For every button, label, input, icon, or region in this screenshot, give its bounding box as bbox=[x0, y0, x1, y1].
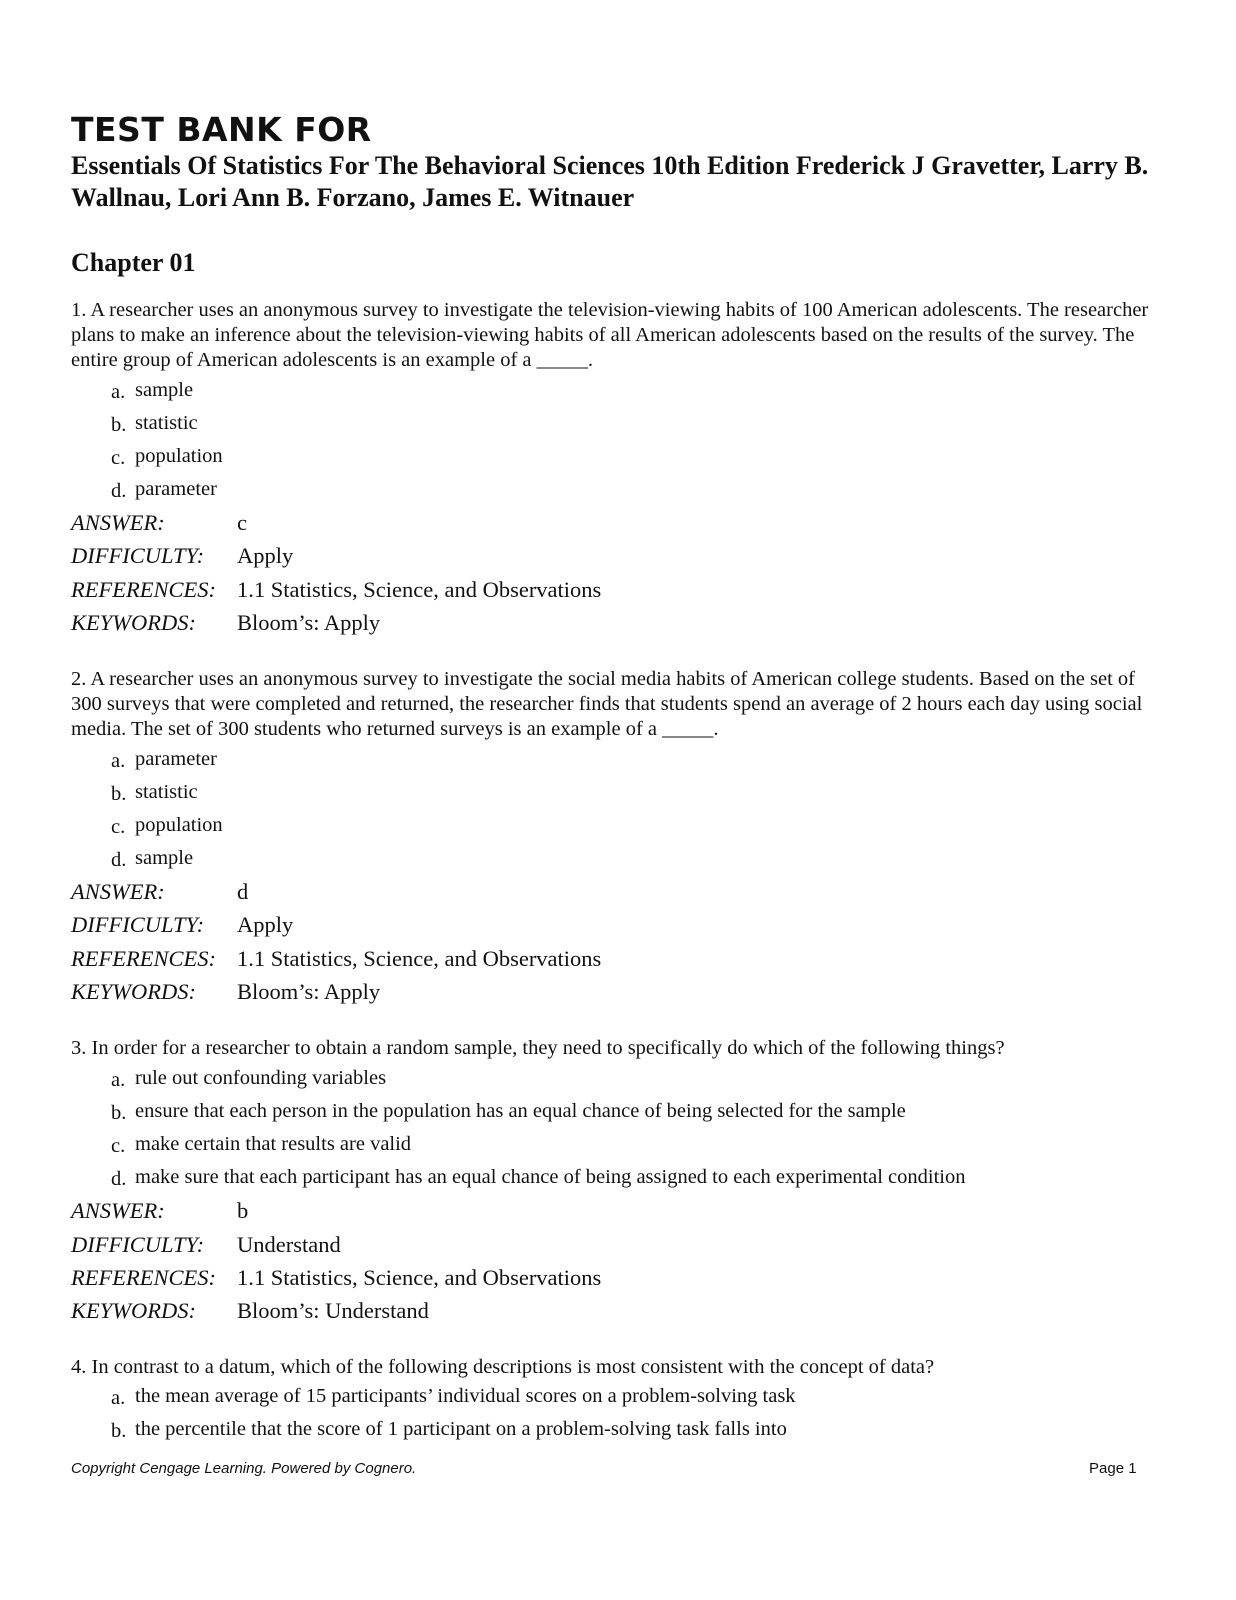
choice-text: sample bbox=[135, 379, 194, 401]
references-label: REFERENCES: bbox=[71, 577, 216, 602]
choice-letter: a. bbox=[111, 1069, 126, 1091]
page-number: Page 1 bbox=[1089, 1460, 1137, 1477]
question-1-choice-b bbox=[111, 411, 198, 436]
choice-letter: d. bbox=[111, 849, 127, 871]
difficulty-label: DIFFICULTY: bbox=[71, 912, 205, 937]
choice-text: rule out confounding variables bbox=[135, 1067, 387, 1089]
question-2-references: 1.1 Statistics, Science, and Observations bbox=[237, 946, 602, 971]
question-3-text: 3. In order for a researcher to obtain a random sample, they need to specifically do which of the following things? bbox=[71, 1037, 1005, 1059]
choice-letter: d. bbox=[111, 480, 127, 502]
choice-letter: a. bbox=[111, 381, 126, 403]
question-3-choice-d bbox=[111, 1165, 965, 1190]
test-bank-banner: TEST BANK FOR bbox=[71, 110, 372, 149]
question-1-answer: c bbox=[237, 510, 247, 535]
keywords-label: KEYWORDS: bbox=[71, 979, 196, 1004]
choice-letter: c. bbox=[111, 816, 126, 838]
question-4-choice-b bbox=[111, 1417, 787, 1442]
question-1-choice-c bbox=[111, 444, 223, 469]
question-3-choice-b bbox=[111, 1099, 906, 1124]
question-2-text: 2. A researcher uses an anonymous survey to investigate the social media habits of American college students. Based on the set of 300 surveys that were completed and returned, the researcher finds that students spend an average of 2 hours each day using social media. The set of 300 students who returned surveys is an example of a _____. bbox=[71, 668, 1143, 740]
keywords-label: KEYWORDS: bbox=[71, 610, 196, 635]
question-1-keywords: Bloom’s: Apply bbox=[237, 610, 381, 635]
choice-text: population bbox=[135, 445, 223, 467]
question-1-choice-d bbox=[111, 477, 217, 502]
book-title: Essentials Of Statistics For The Behavioral Sciences 10th Edition Frederick J Gravetter, Larry B. Wallnau, Lori Ann B. Forzano, James E. Witnauer bbox=[71, 151, 1149, 212]
choice-text: statistic bbox=[135, 781, 198, 803]
question-2-choice-c bbox=[111, 813, 223, 838]
choice-letter: b. bbox=[111, 414, 127, 436]
question-1-text: 1. A researcher uses an anonymous survey to investigate the television-viewing habits of 100 American adolescents. The researcher plans to make an inference about the television-viewing habits of all American adolescents based on the results of the survey. The entire group of American adolescents is an example of a _____. bbox=[71, 299, 1149, 371]
question-3-choice-a bbox=[111, 1066, 386, 1091]
question-4-text: 4. In contrast to a datum, which of the following descriptions is most consistent with the concept of data? bbox=[71, 1356, 935, 1378]
choice-letter: c. bbox=[111, 447, 126, 469]
answer-label: ANSWER: bbox=[71, 510, 165, 535]
choice-text: population bbox=[135, 814, 223, 836]
choice-text: statistic bbox=[135, 412, 198, 434]
choice-letter: c. bbox=[111, 1135, 126, 1157]
question-3-references: 1.1 Statistics, Science, and Observations bbox=[237, 1265, 602, 1290]
choice-text: make certain that results are valid bbox=[135, 1133, 412, 1155]
chapter-heading: Chapter 01 bbox=[71, 248, 196, 277]
question-3-answer: b bbox=[237, 1198, 249, 1223]
answer-label: ANSWER: bbox=[71, 1198, 165, 1223]
answer-label: ANSWER: bbox=[71, 879, 165, 904]
question-2-keywords: Bloom’s: Apply bbox=[237, 979, 381, 1004]
choice-letter: b. bbox=[111, 1420, 127, 1442]
choice-letter: b. bbox=[111, 1102, 127, 1124]
difficulty-label: DIFFICULTY: bbox=[71, 1232, 205, 1257]
choice-text: the mean average of 15 participants’ individual scores on a problem-solving task bbox=[135, 1385, 796, 1407]
question-1-difficulty: Apply bbox=[237, 543, 294, 568]
question-3-difficulty: Understand bbox=[237, 1232, 341, 1257]
choice-letter: d. bbox=[111, 1168, 127, 1190]
question-1-references: 1.1 Statistics, Science, and Observations bbox=[237, 577, 602, 602]
choice-text: ensure that each person in the population has an equal chance of being selected for the sample bbox=[135, 1100, 906, 1122]
references-label: REFERENCES: bbox=[71, 946, 216, 971]
question-4-choice-a bbox=[111, 1384, 796, 1409]
choice-text: parameter bbox=[135, 478, 217, 500]
question-3-choice-c bbox=[111, 1132, 411, 1157]
question-2-choice-b bbox=[111, 780, 198, 805]
question-2-answer: d bbox=[237, 879, 249, 904]
choice-text: parameter bbox=[135, 748, 217, 770]
choice-text: make sure that each participant has an equal chance of being assigned to each experimental condition bbox=[135, 1166, 966, 1188]
question-2-difficulty: Apply bbox=[237, 912, 294, 937]
choice-letter: a. bbox=[111, 1387, 126, 1409]
question-2-choice-d bbox=[111, 846, 193, 871]
question-3-keywords: Bloom’s: Understand bbox=[237, 1298, 429, 1323]
choice-text: sample bbox=[135, 847, 194, 869]
keywords-label: KEYWORDS: bbox=[71, 1298, 196, 1323]
choice-letter: b. bbox=[111, 783, 127, 805]
footer-copyright: Copyright Cengage Learning. Powered by Cognero. bbox=[71, 1460, 417, 1477]
question-2-choice-a bbox=[111, 747, 217, 772]
choice-text: the percentile that the score of 1 participant on a problem-solving task falls into bbox=[135, 1418, 787, 1440]
references-label: REFERENCES: bbox=[71, 1265, 216, 1290]
choice-letter: a. bbox=[111, 750, 126, 772]
difficulty-label: DIFFICULTY: bbox=[71, 543, 205, 568]
question-1-choice-a bbox=[111, 378, 193, 403]
